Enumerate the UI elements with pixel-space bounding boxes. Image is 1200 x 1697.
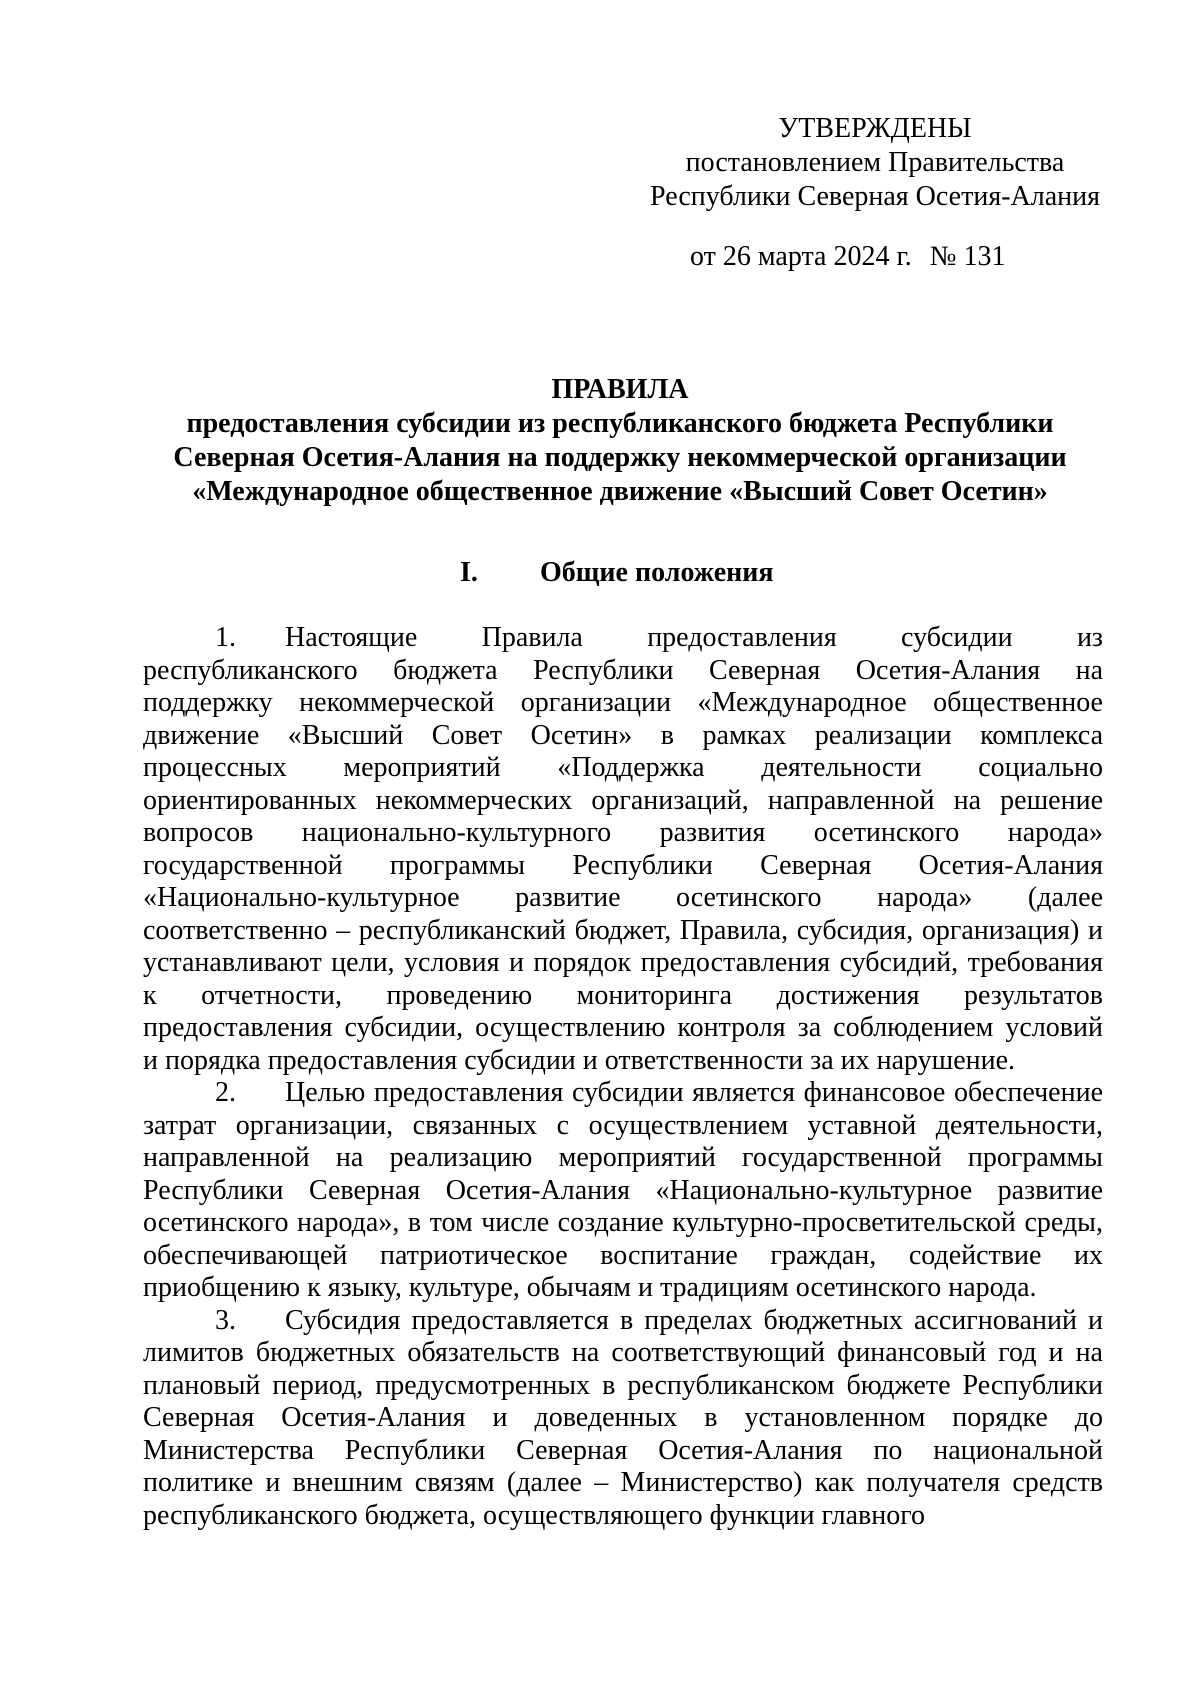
paragraph-line: соответственно – республиканский бюджет, Правила, субсидия, организация) и bbox=[143, 914, 1103, 946]
paragraph-line: поддержку некоммерческой организации «Международное общественное bbox=[143, 687, 1103, 718]
paragraph-line: предоставления субсидии, осуществлению контроля за соблюдением условий bbox=[143, 1012, 1103, 1043]
body-text bbox=[143, 622, 1103, 1532]
document-title bbox=[140, 373, 1100, 509]
paragraph-line bbox=[143, 1305, 1103, 1338]
paragraph-line: и порядка предоставления субсидии и ответственности за их нарушение. bbox=[143, 1044, 1016, 1076]
paragraph-line: лимитов бюджетных обязательств на соответствующий финансовый год и на bbox=[143, 1337, 1103, 1368]
section-number: I. bbox=[460, 557, 478, 588]
approval-date-line bbox=[640, 240, 1110, 274]
paragraph-line: республиканского бюджета Республики Северная Осетия-Алания на bbox=[143, 654, 1103, 686]
paragraph-line: обеспечивающей патриотическое воспитание граждан, содействие их bbox=[143, 1239, 1103, 1271]
title-line-2: Северная Осетия-Алания на поддержку некоммерческой организации bbox=[173, 442, 1067, 473]
approval-title: УТВЕРЖДЕНЫ bbox=[778, 113, 972, 144]
approval-number: № 131 bbox=[929, 241, 1006, 272]
paragraph-line: движение «Высший Совет Осетин» в рамках реализации комплекса bbox=[143, 719, 1103, 751]
paragraph-first-line-text: Субсидия предоставляется в пределах бюджетных ассигнований и bbox=[285, 1304, 1103, 1336]
title-line-3: «Международное общественное движение «Высший Совет Осетин» bbox=[192, 476, 1048, 507]
paragraph-line bbox=[143, 622, 1103, 655]
paragraph-first-line-text: Целью предоставления субсидии является финансовое обеспечение bbox=[285, 1077, 1103, 1108]
title-line-1: предоставления субсидии из республиканского бюджета Республики bbox=[186, 408, 1054, 439]
paragraph-line: республиканского бюджета, осуществляющего функции главного bbox=[143, 1499, 926, 1531]
paragraph-line: ориентированных некоммерческих организаций, направленной на решение bbox=[143, 784, 1103, 816]
paragraph bbox=[143, 1077, 1103, 1305]
paragraph-line: государственной программы Республики Северная Осетия-Алания bbox=[143, 849, 1103, 881]
paragraph-line: устанавливают цели, условия и порядок предоставления субсидий, требования bbox=[143, 947, 1103, 978]
approval-stamp bbox=[640, 112, 1110, 274]
paragraph-line: Республики Северная Осетия-Алания «Национально-культурное развитие bbox=[143, 1174, 1103, 1206]
title-heading: ПРАВИЛА bbox=[551, 374, 689, 405]
approval-date: от 26 марта 2024 г. bbox=[690, 241, 912, 272]
paragraph-line: «Национально-культурное развитие осетинского народа» (далее bbox=[143, 882, 1103, 913]
paragraph-number: 3. bbox=[215, 1304, 236, 1336]
paragraph-line: Министерства Республики Северная Осетия-Алания по национальной bbox=[143, 1434, 1103, 1466]
paragraph-line bbox=[143, 1077, 1103, 1110]
paragraph-line: Северная Осетия-Алания и доведенных в установленном порядке до bbox=[143, 1402, 1103, 1433]
paragraph-line: политике и внешним связям (далее – Министерство) как получателя средств bbox=[143, 1467, 1103, 1498]
paragraph-line: к отчетности, проведению мониторинга достижения результатов bbox=[143, 979, 1103, 1011]
paragraph-number: 1. bbox=[215, 622, 236, 653]
paragraph-line: направленной на реализацию мероприятий государственной программы bbox=[143, 1142, 1103, 1173]
paragraph-line: плановый период, предусмотренных в республиканском бюджете Республики bbox=[143, 1369, 1103, 1401]
approval-line-2: Республики Северная Осетия-Алания bbox=[650, 181, 1100, 212]
paragraph-line: осетинского народа», в том числе создание культурно-просветительской среды, bbox=[143, 1207, 1103, 1238]
paragraph-line: затрат организации, связанных с осуществлением уставной деятельности, bbox=[143, 1109, 1103, 1141]
paragraph-line: приобщению к языку, культуре, обычаям и традициям осетинского народа. bbox=[143, 1272, 1037, 1303]
paragraph bbox=[143, 1305, 1103, 1533]
paragraph-line: вопросов национально-культурного развития осетинского народа» bbox=[143, 817, 1103, 848]
paragraph-line: процессных мероприятий «Поддержка деятельности социально bbox=[143, 752, 1103, 783]
approval-line-1: постановлением Правительства bbox=[685, 147, 1065, 178]
paragraph-number: 2. bbox=[215, 1077, 236, 1108]
paragraph bbox=[143, 622, 1103, 1077]
section-title: Общие положения bbox=[540, 557, 774, 588]
paragraph-first-line-text: Настоящие Правила предоставления субсидии из bbox=[285, 622, 1103, 653]
